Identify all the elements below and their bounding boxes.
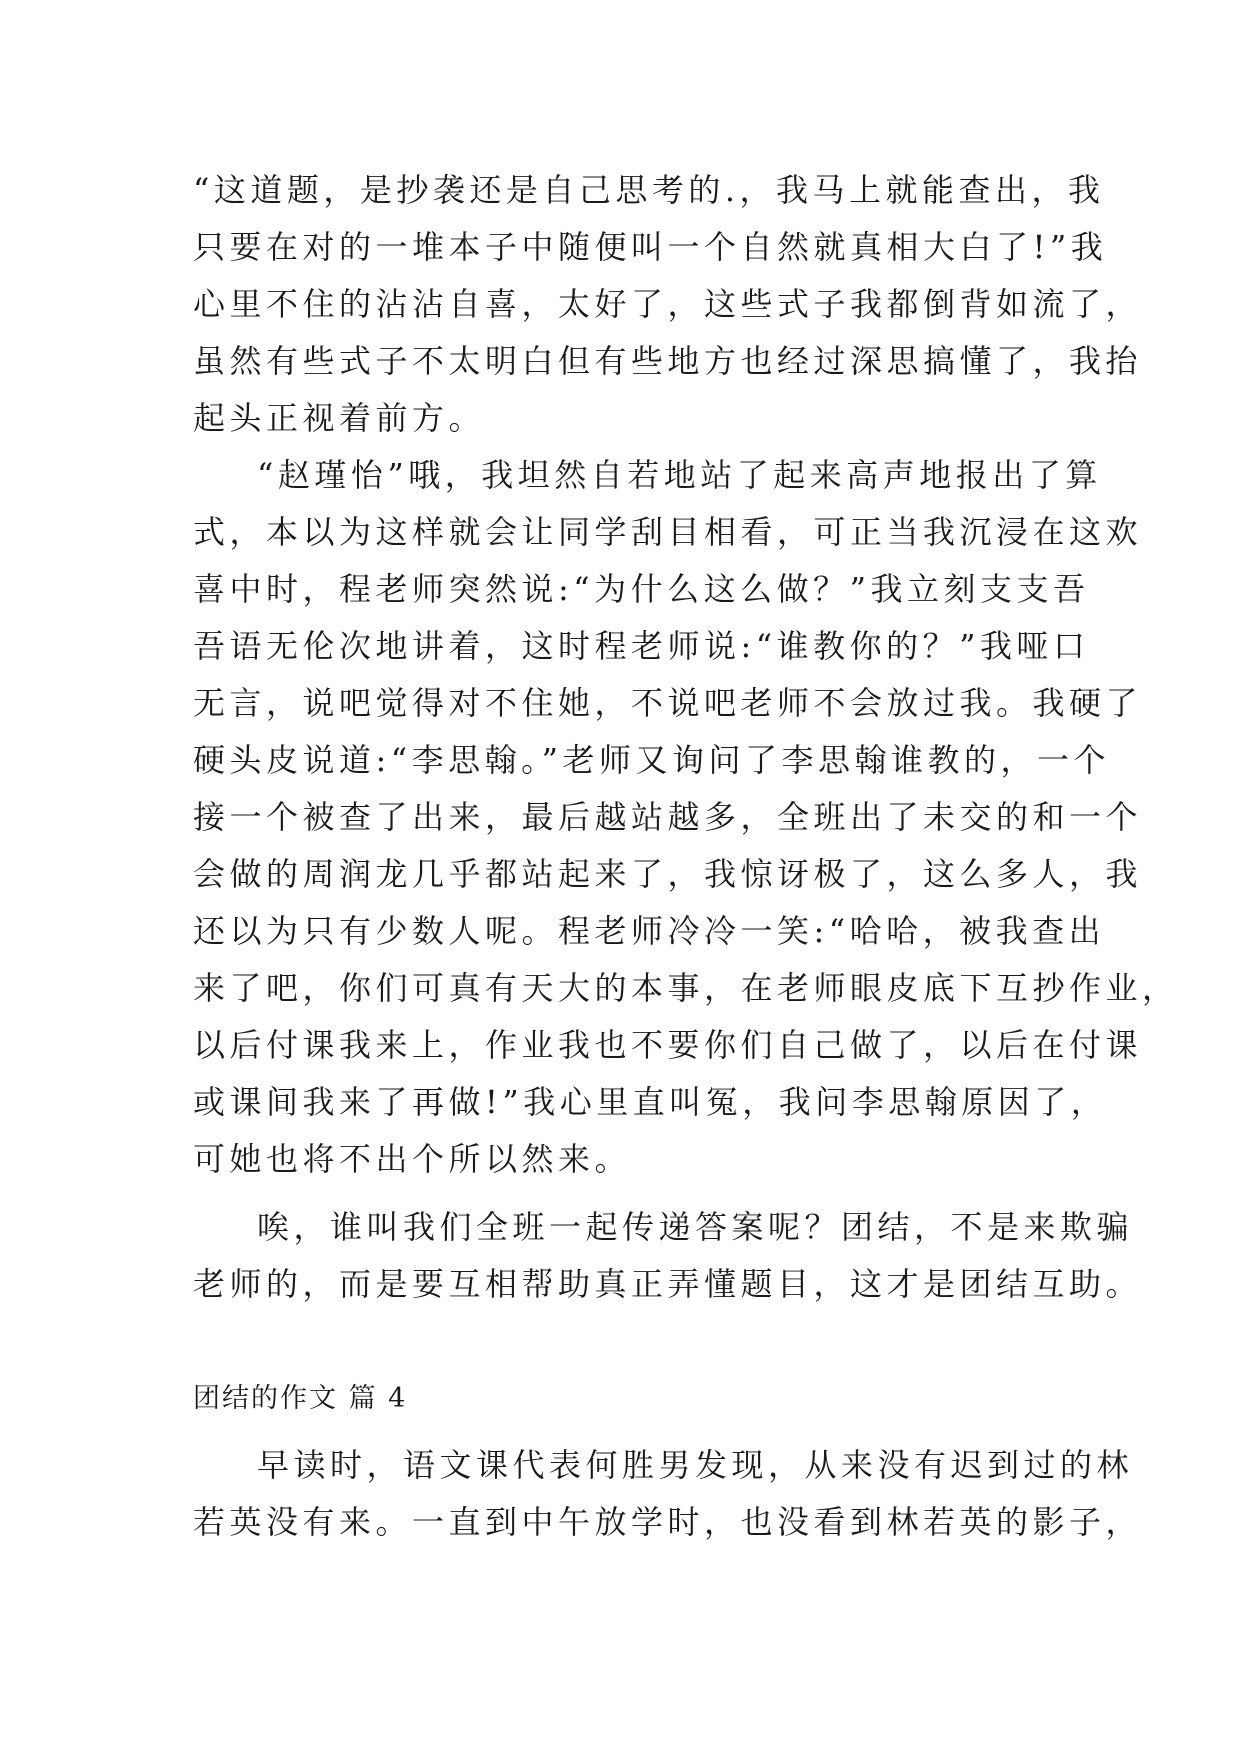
paragraph-2-line-6: 硬头皮说道:“李思翰。”老师又询问了李思翰谁教的，一个 (193, 741, 1111, 779)
paragraph-2-line-7: 接一个被查了出来，最后越站越多，全班出了未交的和一个 (193, 798, 1143, 836)
paragraph-1-line-3: 心里不住的沾沾自喜，太好了，这些式子我都倒背如流了， (193, 285, 1143, 323)
paragraph-1-line-4: 虽然有些式子不太明白但有些地方也经过深思搞懂了，我抬 (193, 342, 1143, 380)
paragraph-4-line-2: 若英没有来。一直到中午放学时，也没看到林若英的影子， (193, 1503, 1143, 1541)
paragraph-2-line-5: 无言，说吧觉得对不住她，不说吧老师不会放过我。我硬了 (193, 684, 1143, 722)
paragraph-1-line-2: 只要在对的一堆本子中随便叫一个自然就真相大白了!”我 (193, 228, 1108, 266)
paragraph-3-line-2: 老师的，而是要互相帮助真正弄懂题目，这才是团结互助。 (193, 1265, 1143, 1303)
paragraph-1-line-5: 起头正视着前方。 (193, 399, 486, 437)
paragraph-2-line-1: “赵瑾怡”哦，我坦然自若地站了起来高声地报出了算 (257, 456, 1102, 494)
paragraph-2-line-3: 喜中时，程老师突然说:“为什么这么做？”我立刻支支吾 (193, 570, 1090, 608)
paragraph-4-line-1: 早读时，语文课代表何胜男发现，从来没有迟到过的林 (257, 1446, 1134, 1484)
paragraph-2-line-2: 式，本以为这样就会让同学刮目相看，可正当我沉浸在这欢 (193, 513, 1143, 551)
section-heading: 团结的作文 篇 4 (193, 1383, 408, 1414)
paragraph-2-line-11: 以后付课我来上，作业我也不要你们自己做了，以后在付课 (193, 1026, 1143, 1064)
paragraph-2-line-10: 来了吧，你们可真有天大的本事，在老师眼皮底下互抄作业， (193, 969, 1179, 1007)
paragraph-2-line-4: 吾语无伦次地讲着，这时程老师说:“谁教你的？”我哑口 (193, 627, 1090, 665)
paragraph-3-line-1: 唉，谁叫我们全班一起传递答案呢？团结，不是来欺骗 (257, 1208, 1134, 1246)
paragraph-2-line-9: 还以为只有少数人呢。程老师冷冷一笑:“哈哈，被我查出 (193, 912, 1106, 950)
paragraph-2-line-8: 会做的周润龙几乎都站起来了，我惊讶极了，这么多人，我 (193, 855, 1143, 893)
paragraph-2-line-12: 或课间我来了再做!”我心里直叫冤，我问李思翰原因了， (193, 1083, 1108, 1121)
paragraph-2-line-13: 可她也将不出个所以然来。 (193, 1140, 632, 1178)
paragraph-1-line-1: “这道题，是抄袭还是自己思考的.，我马上就能查出，我 (193, 171, 1105, 209)
